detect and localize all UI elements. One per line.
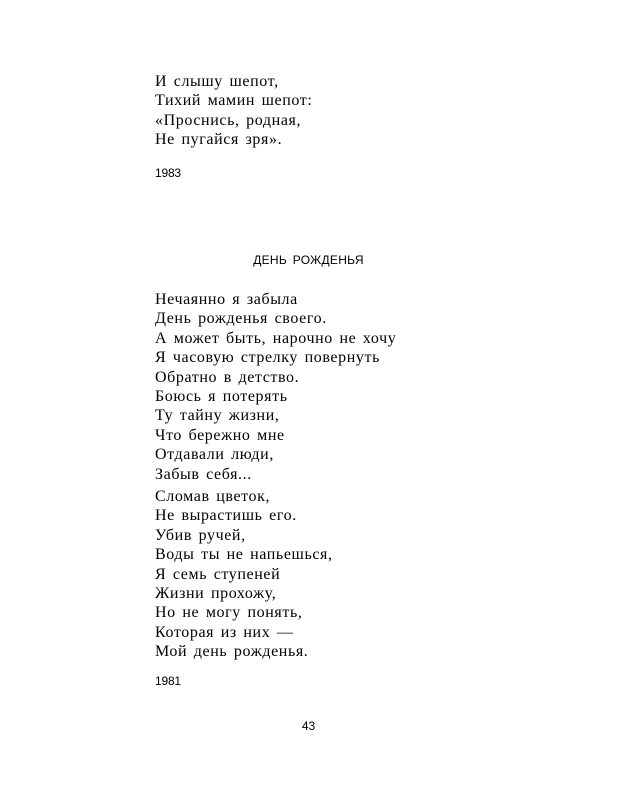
poem2-title: ДЕНЬ РОЖДЕНЬЯ bbox=[253, 253, 364, 267]
poem1-year: 1983 bbox=[155, 166, 181, 180]
poem-line: Сломав цветок, bbox=[155, 488, 271, 505]
poem-line: Мой день рожденья. bbox=[155, 643, 309, 661]
poem-line: Ту тайну жизни, bbox=[155, 407, 280, 425]
poem-line: Тихий мамин шепот: bbox=[155, 92, 313, 110]
poem2-year: 1981 bbox=[155, 674, 181, 688]
poem-line: Но не могу понять, bbox=[155, 604, 303, 622]
poem1-stanza bbox=[155, 72, 312, 150]
poem-line: Отдавали люди, bbox=[155, 446, 274, 464]
poem-line: И слышу шепот, bbox=[155, 73, 279, 90]
poem2-stanza-1 bbox=[155, 290, 396, 484]
poem-line: «Проснись, родная, bbox=[155, 111, 302, 129]
poem-line: Я семь ступеней bbox=[155, 565, 281, 583]
poem2-stanza-2 bbox=[155, 487, 333, 662]
poem-line: Которая из них — bbox=[155, 623, 294, 641]
poem-line: Нечаянно я забыла bbox=[155, 291, 298, 308]
page-number: 43 bbox=[301, 719, 316, 733]
poem-line: Обратно в детство. bbox=[155, 368, 300, 386]
poem-line: Я часовую стрелку повернуть bbox=[155, 349, 380, 367]
poem-line: Не вырастишь его. bbox=[155, 507, 297, 525]
poem-line: Убив ручей, bbox=[155, 526, 246, 544]
poem-line: Что бережно мне bbox=[155, 426, 285, 444]
poem-line: День рожденья своего. bbox=[155, 310, 327, 328]
poem-line: А может быть, нарочно не хочу bbox=[155, 329, 397, 347]
poem-line: Забыв себя... bbox=[155, 465, 252, 483]
poem-line: Боюсь я потерять bbox=[155, 388, 288, 406]
poem-line: Воды ты не напьешься, bbox=[155, 546, 333, 564]
poem-line: Не пугайся зря». bbox=[155, 131, 283, 149]
poem-line: Жизни прохожу, bbox=[155, 585, 277, 603]
